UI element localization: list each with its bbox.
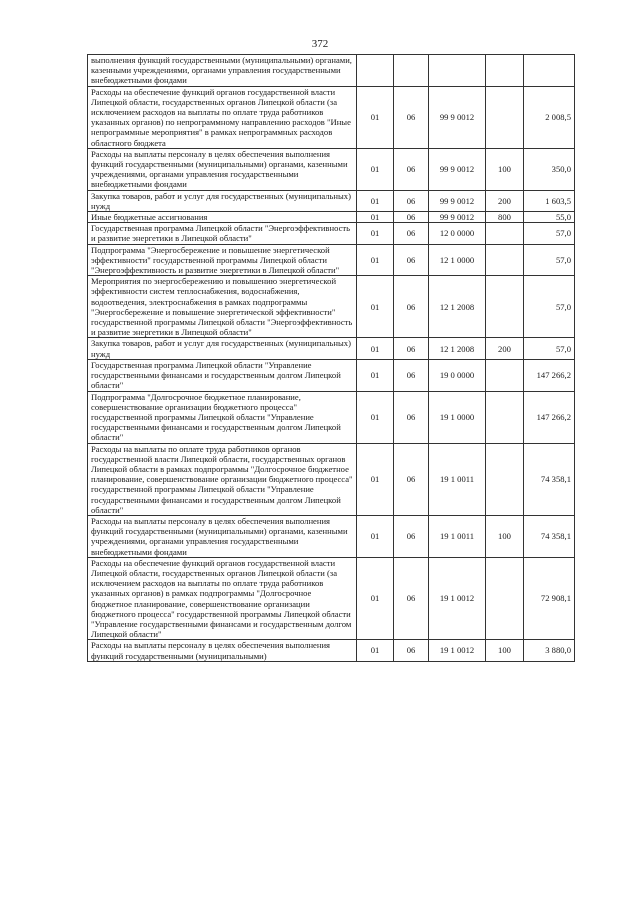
row-section-code-cell: 01 [357, 190, 394, 211]
row-expense-type-cell: 200 [486, 338, 524, 359]
row-name-cell: Закупка товаров, работ и услуг для государственных (муниципальных) нужд [88, 338, 357, 359]
row-amount-cell: 350,0 [524, 148, 575, 190]
row-amount-cell: 147 266,2 [524, 359, 575, 391]
row-target-article-cell: 99 9 0012 [429, 212, 486, 223]
row-amount-cell: 74 358,1 [524, 515, 575, 557]
row-name-cell: Расходы на выплаты персоналу в целях обеспечения выполнения функций государственными (муниципальными) органами, казенными учреждениями, органами управления государственными внебюджетными фондами [88, 515, 357, 557]
row-target-article-cell: 19 1 0011 [429, 443, 486, 515]
row-target-article-cell: 12 0 0000 [429, 223, 486, 244]
row-target-article-cell: 19 0 0000 [429, 359, 486, 391]
row-target-article-cell: 12 1 2008 [429, 338, 486, 359]
row-amount-cell: 57,0 [524, 223, 575, 244]
row-name-cell: Расходы на выплаты персоналу в целях обеспечения выполнения функций государственными (муниципальными) органами, казенными учреждениями, органами управления государственными внебюджетными фондами [88, 148, 357, 190]
row-subsection-code-cell: 06 [394, 86, 429, 148]
row-name-cell: Государственная программа Липецкой области "Энергоэффективность и развитие энергетики в Липецкой области" [88, 223, 357, 244]
row-target-article-cell: 19 1 0011 [429, 515, 486, 557]
table-row [88, 557, 575, 640]
page-number: 372 [311, 38, 329, 50]
row-name-cell: выполнения функций государственными (муниципальными) органами, казенными учреждениями, органами управления государственными внебюджетными фондами [88, 55, 357, 87]
row-target-article-cell [429, 55, 486, 87]
row-target-article-cell: 19 1 0012 [429, 557, 486, 640]
table-row [88, 391, 575, 443]
table-row [88, 244, 575, 276]
row-subsection-code-cell: 06 [394, 359, 429, 391]
row-amount-cell: 57,0 [524, 338, 575, 359]
row-subsection-code-cell [394, 55, 429, 87]
budget-table-body [88, 55, 575, 662]
table-row [88, 148, 575, 190]
row-section-code-cell: 01 [357, 244, 394, 276]
row-subsection-code-cell: 06 [394, 212, 429, 223]
row-section-code-cell [357, 55, 394, 87]
row-amount-cell: 2 008,5 [524, 86, 575, 148]
row-amount-cell: 57,0 [524, 244, 575, 276]
row-amount-cell: 74 358,1 [524, 443, 575, 515]
row-name-cell: Подпрограмма "Энергосбережение и повышение энергетической эффективности" государственной программы Липецкой области "Энергоэффективность и развитие энергетики в Липецкой области" [88, 244, 357, 276]
row-subsection-code-cell: 06 [394, 338, 429, 359]
row-expense-type-cell [486, 557, 524, 640]
row-subsection-code-cell: 06 [394, 515, 429, 557]
row-amount-cell: 55,0 [524, 212, 575, 223]
row-amount-cell: 72 908,1 [524, 557, 575, 640]
row-target-article-cell: 12 1 2008 [429, 276, 486, 338]
row-target-article-cell: 99 9 0012 [429, 148, 486, 190]
row-amount-cell: 3 880,0 [524, 640, 575, 661]
row-expense-type-cell: 100 [486, 640, 524, 661]
row-amount-cell: 147 266,2 [524, 391, 575, 443]
row-name-cell: Подпрограмма "Долгосрочное бюджетное планирование, совершенствование организации бюджетного процесса" государственной программы Липецкой области "Управление государственными финансами и государственным долгом Липецкой области" [88, 391, 357, 443]
row-section-code-cell: 01 [357, 338, 394, 359]
row-expense-type-cell: 800 [486, 212, 524, 223]
row-section-code-cell: 01 [357, 443, 394, 515]
row-subsection-code-cell: 06 [394, 557, 429, 640]
row-subsection-code-cell: 06 [394, 190, 429, 211]
row-expense-type-cell [486, 276, 524, 338]
row-expense-type-cell: 100 [486, 515, 524, 557]
row-subsection-code-cell: 06 [394, 276, 429, 338]
row-target-article-cell: 19 1 0012 [429, 640, 486, 661]
row-section-code-cell: 01 [357, 515, 394, 557]
row-section-code-cell: 01 [357, 391, 394, 443]
row-section-code-cell: 01 [357, 276, 394, 338]
row-expense-type-cell: 100 [486, 148, 524, 190]
row-section-code-cell: 01 [357, 148, 394, 190]
row-target-article-cell: 19 1 0000 [429, 391, 486, 443]
row-expense-type-cell [486, 443, 524, 515]
row-expense-type-cell [486, 391, 524, 443]
row-target-article-cell: 99 9 0012 [429, 86, 486, 148]
table-row [88, 515, 575, 557]
table-row [88, 338, 575, 359]
row-subsection-code-cell: 06 [394, 223, 429, 244]
row-amount-cell: 1 603,5 [524, 190, 575, 211]
row-section-code-cell: 01 [357, 223, 394, 244]
table-row [88, 223, 575, 244]
table-row [88, 86, 575, 148]
row-expense-type-cell [486, 223, 524, 244]
row-expense-type-cell [486, 55, 524, 87]
row-name-cell: Расходы на обеспечение функций органов государственной власти Липецкой области, государственных органов Липецкой области (за исключением расходов на выплаты по оплате труда работников указанных органов) в рамках подпрограммы "Долгосрочное бюджетное планирование, совершенствование организации бюджетного процесса" государственной программы Липецкой области "Управление государственными финансами и государственным долгом Липецкой области" [88, 557, 357, 640]
row-amount-cell: 57,0 [524, 276, 575, 338]
row-name-cell: Расходы на выплаты по оплате труда работников органов государственной власти Липецкой области, государственных органов Липецкой области в рамках подпрограммы "Долгосрочное бюджетное планирование, совершенствование организации бюджетного процесса" государственной программы Липецкой области "Управление государственными финансами и государственным долгом Липецкой области" [88, 443, 357, 515]
table-row [88, 276, 575, 338]
row-subsection-code-cell: 06 [394, 443, 429, 515]
row-subsection-code-cell: 06 [394, 640, 429, 661]
row-subsection-code-cell: 06 [394, 244, 429, 276]
row-expense-type-cell [486, 359, 524, 391]
table-row [88, 640, 575, 661]
row-amount-cell [524, 55, 575, 87]
row-section-code-cell: 01 [357, 359, 394, 391]
table-row [88, 55, 575, 87]
row-subsection-code-cell: 06 [394, 148, 429, 190]
budget-table [87, 54, 575, 662]
row-name-cell: Расходы на обеспечение функций органов государственной власти Липецкой области, государственных органов Липецкой области (за исключением расходов на выплаты по оплате труда работников указанных органов) по непрограммному направлению расходов "Иные непрограммные мероприятия" в рамках непрограммных расходов областного бюджета [88, 86, 357, 148]
row-section-code-cell: 01 [357, 640, 394, 661]
row-name-cell: Закупка товаров, работ и услуг для государственных (муниципальных) нужд [88, 190, 357, 211]
table-row [88, 212, 575, 223]
row-name-cell: Государственная программа Липецкой области "Управление государственными финансами и государственным долгом Липецкой области" [88, 359, 357, 391]
row-expense-type-cell [486, 244, 524, 276]
table-row [88, 190, 575, 211]
row-subsection-code-cell: 06 [394, 391, 429, 443]
row-target-article-cell: 12 1 0000 [429, 244, 486, 276]
row-expense-type-cell: 200 [486, 190, 524, 211]
row-section-code-cell: 01 [357, 86, 394, 148]
row-name-cell: Иные бюджетные ассигнования [88, 212, 357, 223]
row-section-code-cell: 01 [357, 557, 394, 640]
row-target-article-cell: 99 9 0012 [429, 190, 486, 211]
table-row [88, 359, 575, 391]
row-name-cell: Расходы на выплаты персоналу в целях обеспечения выполнения функций государственными (муниципальными) [88, 640, 357, 661]
row-name-cell: Мероприятия по энергосбережению и повышению энергетической эффективности систем теплоснабжения, водоснабжения, водоотведения, электроснабжения в рамках подпрограммы "Энергосбережение и повышение энергетической эффективности" государственной программы Липецкой области "Энергоэффективность и развитие энергетики в Липецкой области" [88, 276, 357, 338]
row-expense-type-cell [486, 86, 524, 148]
table-row [88, 443, 575, 515]
row-section-code-cell: 01 [357, 212, 394, 223]
